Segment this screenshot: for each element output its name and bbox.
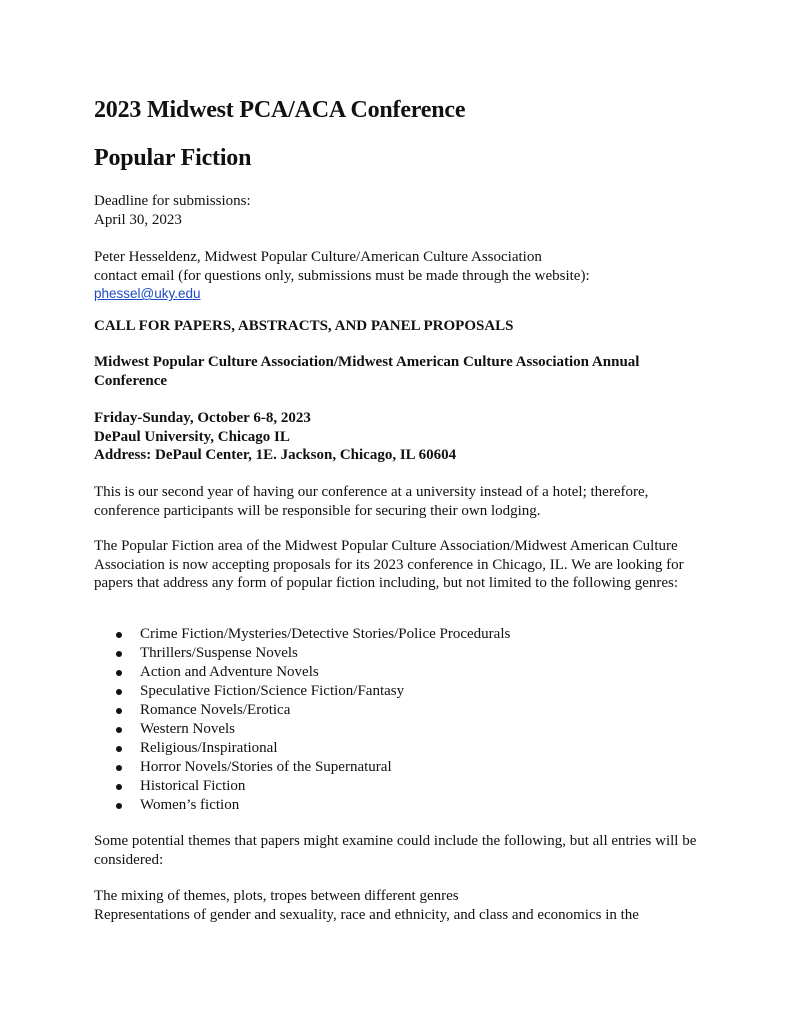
bullet-icon: [116, 708, 122, 714]
genre-label: Action and Adventure Novels: [140, 664, 319, 680]
event-details: [94, 409, 734, 465]
genre-label: Women’s fiction: [140, 797, 240, 813]
list-item: [94, 796, 694, 815]
call-heading: CALL FOR PAPERS, ABSTRACTS, AND PANEL PROPOSALS: [94, 318, 514, 334]
genre-label: Crime Fiction/Mysteries/Detective Stories/Police Procedurals: [140, 626, 511, 642]
deadline-date: April 30, 2023: [94, 211, 182, 228]
bullet-icon: [116, 689, 122, 695]
genre-label: Speculative Fiction/Science Fiction/Fantasy: [140, 683, 405, 699]
list-item: [94, 777, 694, 796]
list-item: [94, 682, 694, 701]
bullet-icon: [116, 670, 122, 676]
genre-label: Thrillers/Suspense Novels: [140, 645, 298, 661]
list-item: [94, 663, 694, 682]
document-title: 2023 Midwest PCA/ACA Conference: [94, 97, 466, 123]
event-venue: DePaul University, Chicago IL: [94, 428, 290, 445]
bullet-icon: [116, 727, 122, 733]
bullet-icon: [116, 651, 122, 657]
document-subtitle: Popular Fiction: [94, 145, 252, 171]
contact-section: [94, 248, 734, 304]
event-dates: Friday-Sunday, October 6-8, 2023: [94, 410, 311, 426]
contact-email-link[interactable]: phessel@uky.edu: [94, 286, 201, 301]
themes-intro-paragraph: Some potential themes that papers might examine could include the following, but all entries will be considered:: [94, 833, 697, 868]
list-item: [94, 701, 694, 720]
bullet-icon: [116, 765, 122, 771]
list-item: [94, 644, 694, 663]
genre-label: Horror Novels/Stories of the Supernatural: [140, 759, 392, 775]
bullet-icon: [116, 632, 122, 638]
list-item: [94, 758, 694, 777]
genre-label: Romance Novels/Erotica: [140, 702, 291, 718]
lodging-paragraph: This is our second year of having our conference at a university instead of a hotel; therefore, conference participants will be responsible for securing their own lodging.: [94, 484, 649, 519]
genre-label: Western Novels: [140, 721, 236, 737]
genre-label: Religious/Inspirational: [140, 740, 278, 756]
list-item: [94, 739, 694, 758]
list-item: [94, 625, 694, 644]
list-item: [94, 720, 694, 739]
themes-list: [94, 887, 734, 924]
intro-paragraph: The Popular Fiction area of the Midwest Popular Culture Association/Midwest American Culture Association is now accepting proposals for its 2023 conference in Chicago, IL. We are looking for papers that address any form of popular fiction including, but not limited to the following genres:: [94, 538, 684, 591]
event-address: Address: DePaul Center, 1E. Jackson, Chicago, IL 60604: [94, 447, 457, 463]
bullet-icon: [116, 803, 122, 809]
genre-label: Historical Fiction: [140, 778, 246, 794]
bullet-icon: [116, 784, 122, 790]
deadline-section: [94, 192, 734, 229]
theme-item: The mixing of themes, plots, tropes between different genres: [94, 888, 459, 904]
contact-name-line: Peter Hesseldenz, Midwest Popular Culture/American Culture Association: [94, 249, 542, 265]
deadline-label: Deadline for submissions:: [94, 193, 251, 209]
genre-list: [94, 625, 694, 815]
bullet-icon: [116, 746, 122, 752]
contact-email-note: contact email (for questions only, submissions must be made through the website):: [94, 267, 590, 284]
conference-name: Midwest Popular Culture Association/Midwest American Culture Association Annual Conference: [94, 354, 640, 389]
theme-item: Representations of gender and sexuality, race and ethnicity, and class and economics in the: [94, 906, 639, 923]
